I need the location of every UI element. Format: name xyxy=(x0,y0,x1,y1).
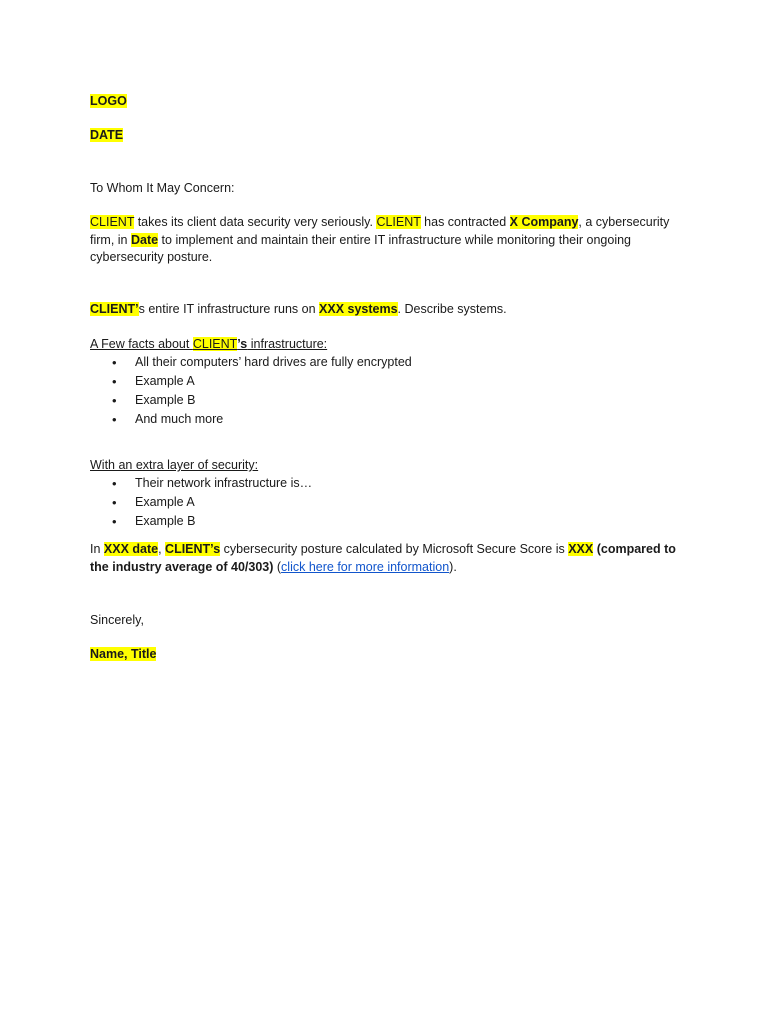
facts-heading: A Few facts about CLIENT’s infrastructure: xyxy=(90,337,328,351)
date-placeholder: DATE xyxy=(90,128,124,142)
company-placeholder: X Company xyxy=(509,215,579,229)
bullet-icon: • xyxy=(112,412,117,427)
client-placeholder: CLIENT’s xyxy=(165,542,221,556)
systems-placeholder: XXX systems xyxy=(319,302,398,316)
paragraph-2: CLIENT’s entire IT infrastructure runs on XXX systems. Describe systems. xyxy=(90,302,507,316)
client-placeholder: CLIENT xyxy=(376,215,421,229)
bullet-icon: • xyxy=(112,374,117,389)
logo-placeholder: LOGO xyxy=(90,94,127,108)
bullet-icon: • xyxy=(112,476,117,491)
client-placeholder: CLIENT xyxy=(90,215,135,229)
date-inline-placeholder: Date xyxy=(130,233,159,247)
greeting: To Whom It May Concern: xyxy=(90,181,235,195)
score-paragraph-line-2: the industry average of 40/303) (click here for more information). xyxy=(90,560,457,574)
score-value-placeholder: XXX xyxy=(568,542,594,556)
signature-placeholder: Name, Title xyxy=(90,647,157,661)
bullet-icon: • xyxy=(112,355,117,370)
closing: Sincerely, xyxy=(90,613,144,627)
paragraph-1-line-3: cybersecurity posture. xyxy=(90,250,213,264)
client-placeholder: CLIENT xyxy=(192,337,238,351)
date-placeholder: XXX date xyxy=(103,542,159,556)
extra-security-heading: With an extra layer of security: xyxy=(90,458,259,472)
bullet-icon: • xyxy=(112,514,117,529)
client-placeholder: CLIENT’ xyxy=(90,302,139,316)
paragraph-1-line-2: firm, in Date to implement and maintain their entire IT infrastructure while monitoring their ongoing xyxy=(90,233,632,247)
score-paragraph-line-1: In XXX date, CLIENT’s cybersecurity posture calculated by Microsoft Secure Score is XXX (compared to xyxy=(90,542,676,556)
paragraph-1-line-1: CLIENT takes its client data security very seriously. CLIENT has contracted X Company, a cybersecurity xyxy=(90,215,670,229)
more-information-link[interactable]: click here for more information xyxy=(281,560,450,574)
bullet-icon: • xyxy=(112,495,117,510)
bullet-icon: • xyxy=(112,393,117,408)
